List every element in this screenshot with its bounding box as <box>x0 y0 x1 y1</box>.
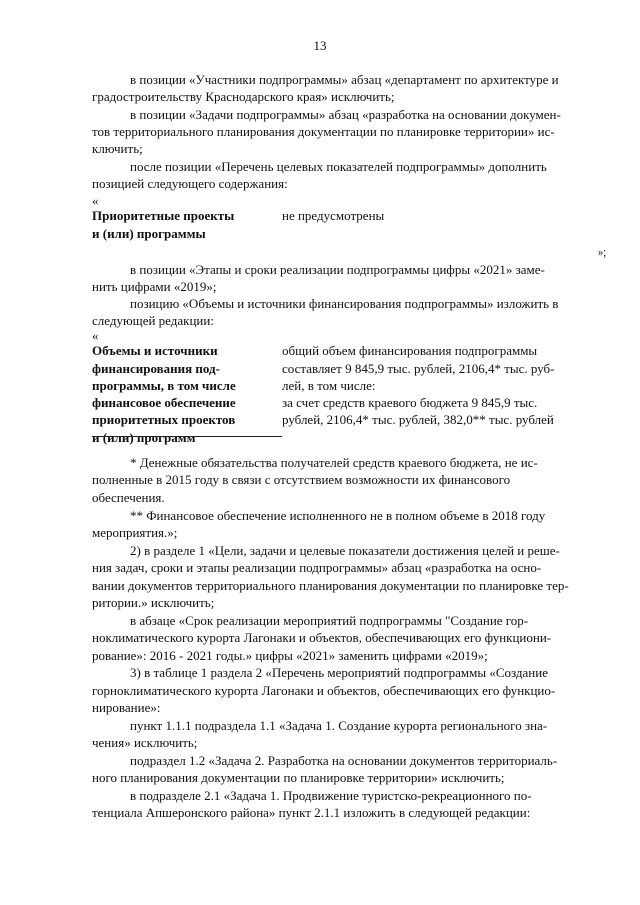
text-line: вании документов территориального планирования документации по планировке тер- <box>92 578 569 593</box>
text-line: чения» исключить; <box>92 735 198 750</box>
open-quote: « <box>92 328 99 343</box>
text-line: в позиции «Участники подпрограммы» абзац «департамент по архитектуре и <box>130 72 559 87</box>
table2-right-cell: общий объем финансирования подпрограммы <box>282 343 538 358</box>
table2-left-cell: финансирования под- <box>92 361 220 376</box>
table2-right-cell: рублей, 2106,4* тыс. рублей, 382,0** тыс. рублей <box>282 412 554 427</box>
text-line: 3) в таблице 1 раздела 2 «Перечень мероприятий подпрограммы «Создание <box>130 665 548 680</box>
table2-right-cell: составляет 9 845,9 тыс. рублей, 2106,4* тыс. руб- <box>282 361 555 376</box>
text-line: после позиции «Перечень целевых показателей подпрограммы» дополнить <box>130 159 547 174</box>
text-line: в абзаце «Срок реализации мероприятий подпрограммы "Создание гор- <box>130 613 529 628</box>
text-line: в позиции «Задачи подпрограммы» абзац «разработка на основании докумен- <box>130 107 561 122</box>
open-quote: « <box>92 193 99 208</box>
text-line: градостроительству Краснодарского края» исключить; <box>92 89 395 104</box>
text-line: в позиции «Этапы и сроки реализации подпрограммы цифры «2021» заме- <box>130 262 545 277</box>
footnote-line: * Денежные обязательства получателей средств краевого бюджета, не ис- <box>130 455 538 470</box>
text-line: рование»: 2016 - 2021 годы.» цифры «2021» заменить цифрами «2019»; <box>92 648 488 663</box>
text-line: ния задач, сроки и этапы реализации подпрограммы» абзац «разработка на осно- <box>92 560 542 575</box>
footnote-line: мероприятия.»; <box>92 525 178 540</box>
text-line: в подразделе 2.1 «Задача 1. Продвижение туристско-рекреационного по- <box>130 788 532 803</box>
text-line: ного планирования документации по планировке территории» исключить; <box>92 770 505 785</box>
close-quote: »; <box>598 244 607 259</box>
footnote-line: обеспечения. <box>92 490 165 505</box>
text-line: тенциала Апшеронского района» пункт 2.1.1 изложить в следующей редакции: <box>92 805 531 820</box>
text-line: 2) в разделе 1 «Цели, задачи и целевые показатели достижения целей и реше- <box>130 543 560 558</box>
table2-left-cell: Объемы и источники <box>92 343 218 358</box>
footnote-line: ** Финансовое обеспечение исполненного не в полном объеме в 2018 году <box>130 508 546 523</box>
text-line: следующей редакции: <box>92 313 214 328</box>
table2-right-cell: лей, в том числе: <box>282 378 376 393</box>
table2-left-cell: приоритетных проектов <box>92 412 236 427</box>
table1-right-cell: не предусмотрены <box>282 208 385 223</box>
text-line: пункт 1.1.1 подраздела 1.1 «Задача 1. Создание курорта регионального зна- <box>130 718 548 733</box>
page-number: 13 <box>313 38 327 53</box>
text-line: нить цифрами «2019»; <box>92 279 217 294</box>
text-line: подраздел 1.2 «Задача 2. Разработка на основании документов территориаль- <box>130 753 558 768</box>
text-line: ноклиматического курорта Лагонаки и объектов, обеспечивающих его функциони- <box>92 630 552 645</box>
footnote-line: полненные в 2015 году в связи с отсутствием возможности их финансового <box>92 472 511 487</box>
table2-left-cell: и (или) программ <box>92 430 196 445</box>
table1-left-cell: и (или) программы <box>92 226 206 241</box>
table2-right-cell: за счет средств краевого бюджета 9 845,9 тыс. <box>282 395 538 410</box>
table1-left-cell: Приоритетные проекты <box>92 208 235 223</box>
text-line: ритории.» исключить; <box>92 595 215 610</box>
text-line: позицию «Объемы и источники финансирования подпрограммы» изложить в <box>130 296 559 311</box>
text-line: позицией следующего содержания: <box>92 176 288 191</box>
text-line: горноклиматического курорта Лагонаки и объектов, обеспечивающих его функцио- <box>92 683 556 698</box>
table2-left-cell: финансовое обеспечение <box>92 395 236 410</box>
text-line: тов территориального планирования документации по планировке территории» ис- <box>92 124 555 139</box>
text-line: ключить; <box>92 141 143 156</box>
text-line: нирование»: <box>92 700 161 715</box>
table2-left-cell: программы, в том числе <box>92 378 236 393</box>
footnote-separator <box>92 436 282 437</box>
